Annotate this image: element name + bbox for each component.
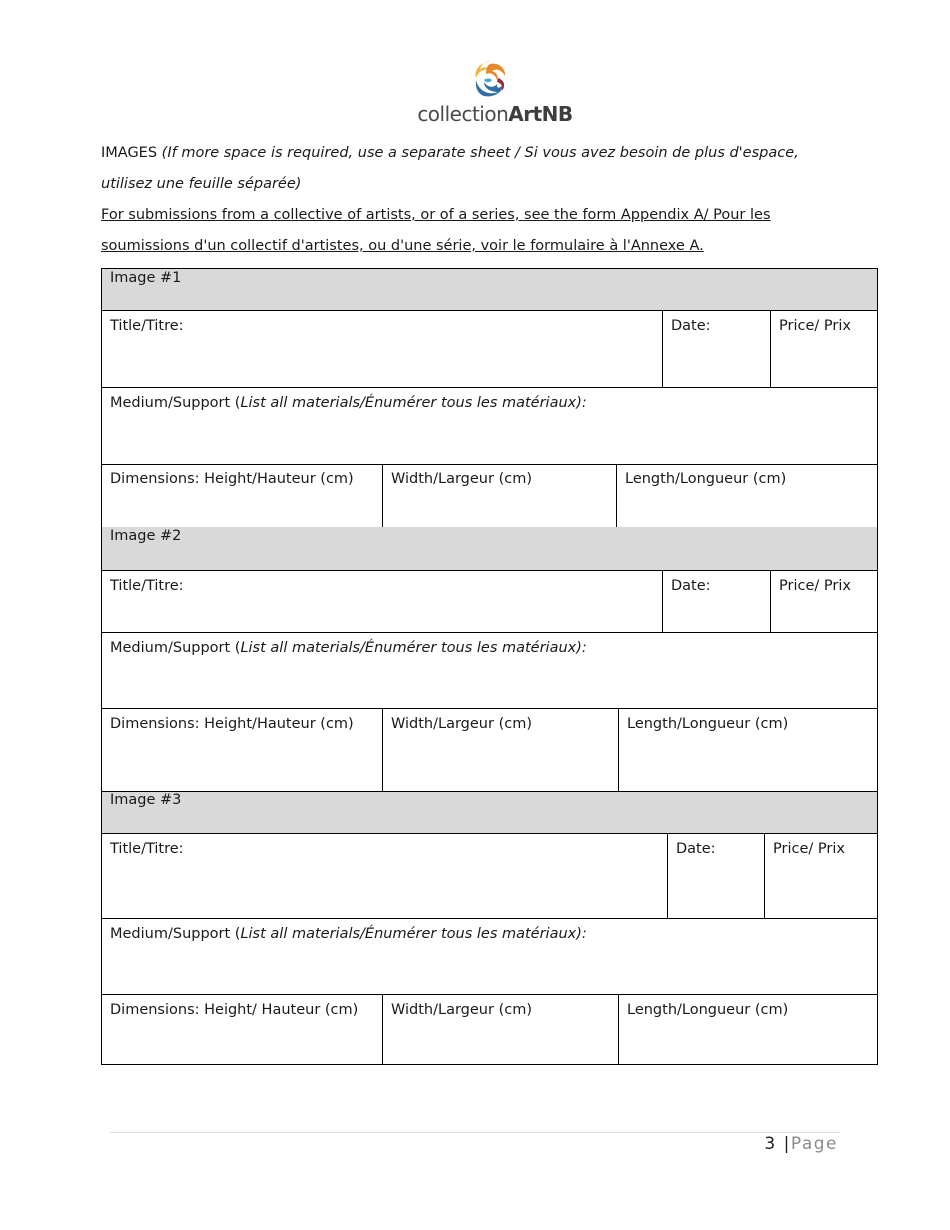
page-number: 3 — [764, 1134, 777, 1154]
width-label: Width/Largeur (cm) — [391, 716, 532, 732]
medium-note: List all materials/Énumérer tous les matériaux): — [240, 395, 587, 411]
length-label: Length/Longueur (cm) — [627, 1002, 789, 1018]
footer-separator: | — [776, 1134, 791, 1154]
medium-note: List all materials/Énumérer tous les matériaux): — [240, 926, 587, 942]
logo-wordmark: collectionArtNB — [417, 102, 573, 126]
date-label: Date: — [676, 841, 716, 857]
medium-note: List all materials/Énumérer tous les matériaux): — [240, 640, 587, 656]
image-2-section — [101, 527, 878, 792]
image-2-medium-field[interactable] — [102, 633, 877, 708]
image-1-height-field[interactable] — [102, 465, 383, 527]
image-1-title-field[interactable] — [102, 311, 663, 387]
price-label: Price/ Prix — [779, 578, 851, 594]
medium-label: Medium/Support ( — [110, 395, 241, 411]
image-3-title-field[interactable] — [102, 834, 668, 918]
image-2-title-field[interactable] — [102, 571, 663, 632]
image-3-length-field[interactable] — [619, 995, 877, 1064]
image-3-price-field[interactable] — [765, 834, 877, 918]
image-3-date-field[interactable] — [668, 834, 765, 918]
image-2-length-field[interactable] — [619, 709, 877, 791]
appendix-a-note[interactable]: For submissions from a collective of artists, or of a series, see the form Appendix A/ Pour les soumissions d'un collectif d'artistes, ou d'une série, voir le formulaire à l'Annexe A. — [101, 207, 771, 254]
image-1-section — [101, 268, 878, 528]
image-1-length-field[interactable] — [617, 465, 877, 527]
price-label: Price/ Prix — [779, 318, 851, 334]
width-label: Width/Largeur (cm) — [391, 471, 532, 487]
date-label: Date: — [671, 578, 711, 594]
images-heading-paragraph — [101, 138, 831, 200]
images-intro — [101, 138, 831, 262]
image-1-header: Image #1 — [101, 268, 878, 311]
image-2-height-field[interactable] — [102, 709, 383, 791]
collectionartnb-logo — [415, 58, 575, 128]
title-label: Title/Titre: — [110, 841, 184, 857]
logo-emblem-icon — [468, 58, 512, 100]
images-heading: IMAGES — [101, 145, 158, 161]
medium-label: Medium/Support ( — [110, 640, 241, 656]
image-3-width-field[interactable] — [383, 995, 619, 1064]
image-3-header: Image #3 — [101, 792, 878, 834]
date-label: Date: — [671, 318, 711, 334]
image-1-date-field[interactable] — [663, 311, 771, 387]
image-3-height-field[interactable] — [102, 995, 383, 1064]
image-2-header: Image #2 — [101, 527, 878, 571]
footer-divider — [110, 1132, 840, 1133]
title-label: Title/Titre: — [110, 578, 184, 594]
image-2-date-field[interactable] — [663, 571, 771, 632]
price-label: Price/ Prix — [773, 841, 845, 857]
title-label: Title/Titre: — [110, 318, 184, 334]
image-3-medium-field[interactable] — [102, 919, 877, 994]
image-1-price-field[interactable] — [771, 311, 877, 387]
length-label: Length/Longueur (cm) — [627, 716, 789, 732]
image-1-width-field[interactable] — [383, 465, 617, 527]
height-label: Dimensions: Height/Hauteur (cm) — [110, 471, 354, 487]
image-1-medium-field[interactable] — [102, 388, 877, 464]
image-2-width-field[interactable] — [383, 709, 619, 791]
height-label: Dimensions: Height/ Hauteur (cm) — [110, 1002, 359, 1018]
height-label: Dimensions: Height/Hauteur (cm) — [110, 716, 354, 732]
width-label: Width/Largeur (cm) — [391, 1002, 532, 1018]
image-3-section — [101, 792, 878, 1065]
image-2-price-field[interactable] — [771, 571, 877, 632]
images-note: (If more space is required, use a separate sheet / Si vous avez besoin de plus d'espace, utilisez une feuille séparée) — [101, 145, 799, 192]
length-label: Length/Longueur (cm) — [625, 471, 787, 487]
page-footer — [764, 1134, 838, 1154]
page-word: Page — [790, 1134, 838, 1154]
medium-label: Medium/Support ( — [110, 926, 241, 942]
